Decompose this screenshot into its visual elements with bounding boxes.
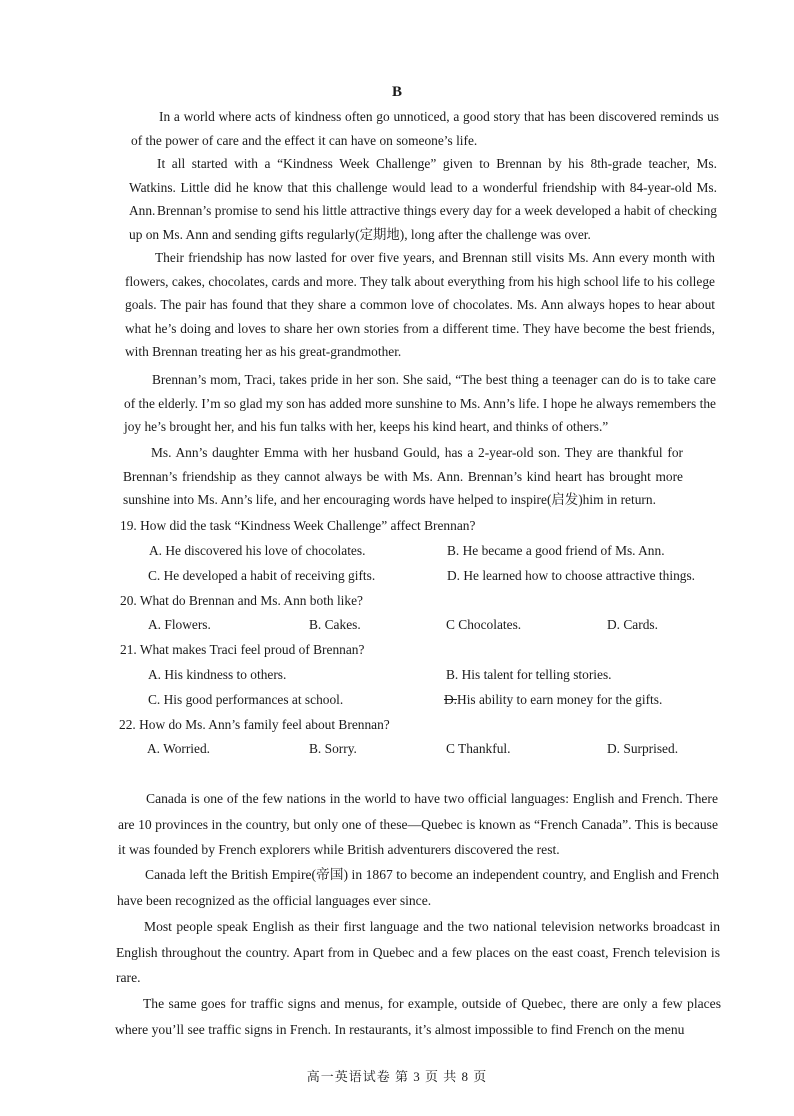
question-21-option-b: B. His talent for telling stories.: [446, 667, 612, 682]
question-20-stem: 20. What do Brennan and Ms. Ann both like?: [120, 593, 363, 608]
passage-b-paragraph-1: In a world where acts of kindness often go unnoticed, a good story that has been discovered reminds us of the power of care and the effect it can have on someone’s life.: [131, 109, 719, 148]
passage-b-paragraph-5: Brennan’s mom, Traci, takes pride in her son. She said, “The best thing a teenager can do is to take care of the elderly. I’m so glad my son has added more sunshine to Ms. Ann’s life. I hope he always remembers the joy he’s brought her, and his fun talks with her, keeps his kind heart, and thinks of others.”: [124, 372, 716, 434]
page-footer: 高一英语试卷 第 3 页 共 8 页: [306, 1069, 488, 1084]
passage-c-paragraph-1: Canada is one of the few nations in the world to have two official languages: English and French. There are 10 provinces in the country, but only one of these—Quebec is known as “French Canada”. This is because it was founded by French explorers while British adventurers discovered the rest.: [118, 791, 718, 857]
question-20-option-c: C Chocolates.: [446, 617, 522, 632]
question-21-option-d-text: His ability to earn money for the gifts.: [457, 692, 663, 707]
question-22-stem: 22. How do Ms. Ann’s family feel about Brennan?: [119, 717, 390, 732]
question-19-option-b: B. He became a good friend of Ms. Ann.: [447, 543, 665, 558]
question-22-option-c: C Thankful.: [446, 741, 511, 756]
question-21-option-a: A. His kindness to others.: [148, 667, 287, 682]
question-19-option-c: C. He developed a habit of receiving gifts.: [148, 568, 376, 583]
section-title: B: [391, 84, 402, 100]
question-22-option-a: A. Worried.: [147, 741, 211, 756]
passage-c-paragraph-4: The same goes for traffic signs and menus, for example, outside of Quebec, there are only a few places where you’ll see traffic signs in French. In restaurants, it’s almost impossible to find French on the menu: [115, 996, 721, 1037]
passage-c-paragraph-2: Canada left the British Empire(帝国) in 1867 to become an independent country, and English and French have been recognized as the official languages ever since.: [117, 867, 719, 908]
handwritten-strike-mark: D.: [444, 692, 458, 707]
question-20-option-a: A. Flowers.: [148, 617, 211, 632]
passage-b-paragraph-3: Brennan’s promise to send his little attractive things every day for a week developed a habit of checking up on Ms. Ann and sending gifts regularly(定期地), long after the challenge was over.: [129, 203, 717, 242]
question-19-stem: 19. How did the task “Kindness Week Challenge” affect Brennan?: [120, 518, 476, 533]
question-20-option-b: B. Cakes.: [309, 617, 361, 632]
question-19-option-a: A. He discovered his love of chocolates.: [149, 543, 366, 558]
question-22-option-d: D. Surprised.: [607, 741, 679, 756]
question-20-option-d: D. Cards.: [607, 617, 658, 632]
question-21-option-d: [444, 690, 662, 710]
passage-b-paragraph-4: Their friendship has now lasted for over five years, and Brennan still visits Ms. Ann every month with flowers, cakes, chocolates, cards and more. They talk about everything from his high school life to his college goals. The pair has found that they share a common love of chocolates. Ms. Ann always hopes to hear about what he’s doing and loves to share her own stories from a different time. They have become the best friends, with Brennan treating her as his great-grandmother.: [125, 250, 715, 359]
passage-b-paragraph-6: Ms. Ann’s daughter Emma with her husband Gould, has a 2-year-old son. They are thankful for Brennan’s friendship as they cannot always be with Ms. Ann. Brennan’s kind heart has brought more sunshine into Ms. Ann’s life, and her encouraging words have helped to inspire(启发)him in return.: [123, 445, 683, 507]
question-19-option-d: D. He learned how to choose attractive things.: [447, 568, 696, 583]
passage-c-paragraph-3: Most people speak English as their first language and the two national television networks broadcast in English throughout the country. Apart from in Quebec and a few places on the east coast, French television is rare.: [116, 919, 720, 985]
question-21-stem: 21. What makes Traci feel proud of Brennan?: [120, 642, 365, 657]
question-22-option-b: B. Sorry.: [309, 741, 357, 756]
passage-b-paragraph-2: It all started with a “Kindness Week Challenge” given to Brennan by his 8th-grade teacher, Ms. Watkins. Little did he know that this challenge would lead to a wonderful friendship with 84-year-old Ms. Ann.: [129, 156, 717, 218]
question-21-option-c: C. His good performances at school.: [148, 692, 344, 707]
